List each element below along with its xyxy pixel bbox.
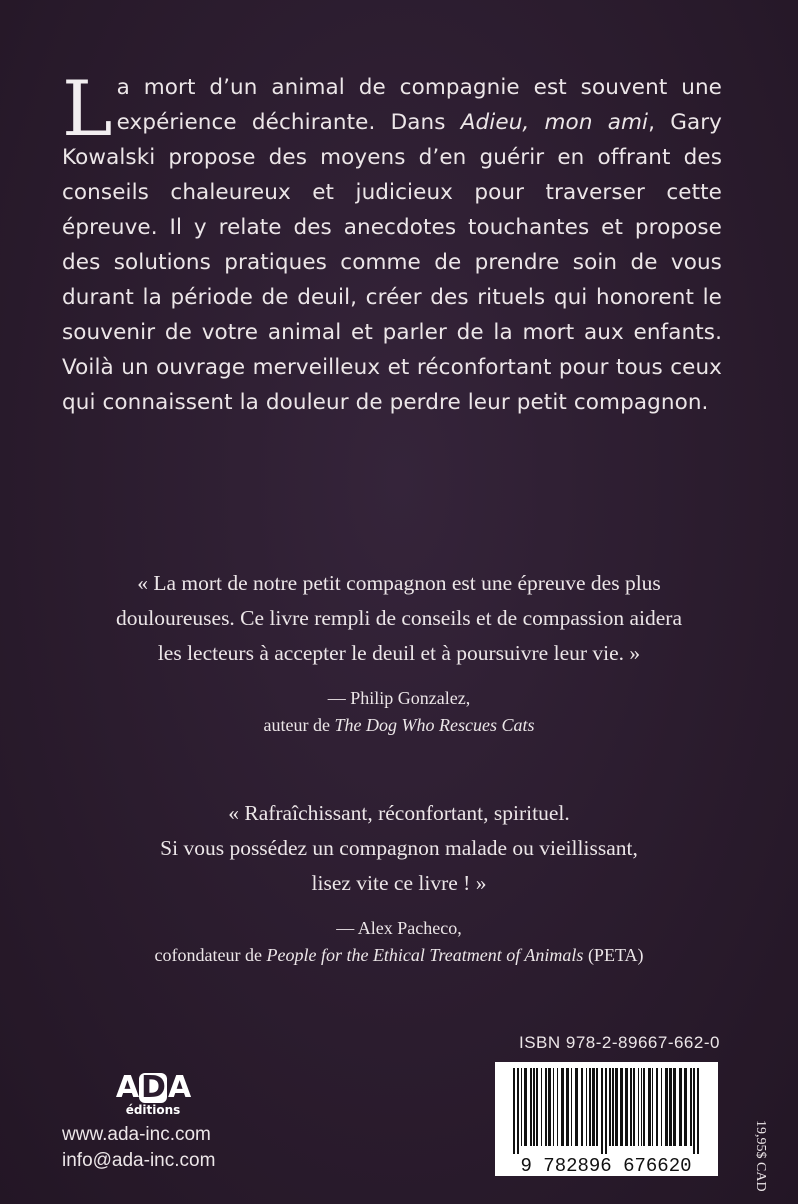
back-cover-blurb [62,64,723,420]
barcode-bar [561,1068,564,1146]
role-prefix: cofondateur de [154,945,267,965]
role-title: The Dog Who Rescues Cats [334,715,535,735]
logo-letter: A [115,1070,139,1105]
blurb-text-rest: , Gary Kowalski propose des moyens d’en guérir en offrant des conseils chaleureux et judicieux pour traverser cette épreuve. Il y relate des anecdotes touchantes et propose des solutions pratiques comme de prendre soin de vous durant la période de deuil, créer des rituels qui honorent le souvenir de votre animal et parler de la mort aux enfants. Voilà un ouvrage merveilleux et réconfortant pour tous ceux qui connaissent la douleur de perdre leur petit compagnon. [62,110,723,415]
barcode-bar [571,1068,572,1146]
logo-letter: A [167,1070,191,1105]
barcode-bar [596,1068,598,1146]
barcode-bar [541,1068,542,1146]
role-title: People for the Ethical Treatment of Animals [266,945,584,965]
barcode-bar [615,1068,618,1146]
barcode-bar [638,1068,639,1146]
barcode-digits: 9 782896 676620 [520,1155,692,1176]
barcode-bar [697,1068,699,1154]
barcode-bar [575,1068,578,1146]
barcode-bar [612,1068,614,1146]
barcode-bar [641,1068,642,1146]
barcode-bar [548,1068,551,1146]
book-title: Adieu, mon ami [460,110,649,135]
publisher-email: info@ada-inc.com [62,1150,216,1171]
barcode-bar [669,1068,672,1146]
barcode-bar [513,1068,515,1154]
testimonial-gonzalez [40,566,758,739]
barcode-bar [620,1068,623,1146]
testimonial-text [40,566,758,671]
testimonial-line: les lecteurs à accepter le deuil et à poursuivre leur vie. » [157,641,641,665]
testimonial-pacheco [40,796,758,969]
barcode-bar [517,1068,519,1154]
role-prefix: auteur de [263,715,335,735]
testimonial-line: « Rafraîchissant, réconfortant, spirituel. [228,801,570,825]
barcode-bar [605,1068,607,1154]
barcode-bar [652,1068,653,1146]
barcode-bar [684,1068,687,1146]
barcode-bar [690,1068,692,1146]
testimonial-line: « La mort de notre petit compagnon est une épreuve des plus [137,571,661,595]
barcode-bar [521,1068,522,1146]
testimonial-author: — Philip Gonzalez, [327,688,471,708]
barcode-bar [586,1068,587,1146]
barcode-bar [656,1068,658,1146]
barcode-bar [661,1068,662,1146]
barcode-bar [566,1068,569,1146]
barcode-bar [679,1068,682,1146]
barcode-bar [601,1068,603,1154]
publisher-website: www.ada-inc.com [62,1124,211,1145]
role-suffix: (PETA) [583,945,644,965]
testimonial-line: douloureuses. Ce livre rempli de conseils et de compassion aidera [115,606,682,630]
testimonial-attribution [40,685,758,739]
barcode-bar [533,1068,535,1146]
barcode-bar [625,1068,628,1146]
barcode-bar [630,1068,632,1146]
barcode-bar [589,1068,591,1146]
barcode-bar [592,1068,595,1146]
barcode-bar [557,1068,558,1146]
testimonial-role [40,712,758,739]
testimonial-line: lisez vite ce livre ! » [311,871,487,895]
barcode-bar [665,1068,668,1146]
barcode-bar [633,1068,635,1146]
barcode-bar [648,1068,651,1146]
barcode-bar [553,1068,554,1146]
barcode-bar [524,1068,527,1146]
drop-cap: L [62,64,113,153]
barcode-bar [673,1068,676,1146]
barcode [495,1062,718,1176]
isbn-label: ISBN 978-2-89667-662-0 [519,1033,720,1052]
barcode-bar [581,1068,583,1146]
barcode-bar [693,1068,695,1154]
barcode-bar [530,1068,532,1146]
testimonial-author: — Alex Pacheco, [336,918,462,938]
barcode-bar [536,1068,538,1146]
publisher-logo [113,1070,193,1117]
testimonial-line: Si vous possédez un compagnon malade ou vieillissant, [160,836,638,860]
barcode-bar [545,1068,547,1146]
logo-subtitle: éditions [125,1103,181,1117]
testimonial-role [40,942,758,969]
barcode-graphic [495,1062,718,1176]
blurb-text-start: a mort d’un animal de compagnie est souvent une expérience déchirante. Dans [116,75,722,135]
barcode-bar [643,1068,645,1146]
testimonial-attribution [40,915,758,969]
testimonial-text [40,796,758,901]
logo-mark [113,1070,193,1105]
publisher-contact [62,1122,215,1174]
barcode-bar [609,1068,611,1146]
logo-letter: D [141,1070,165,1105]
